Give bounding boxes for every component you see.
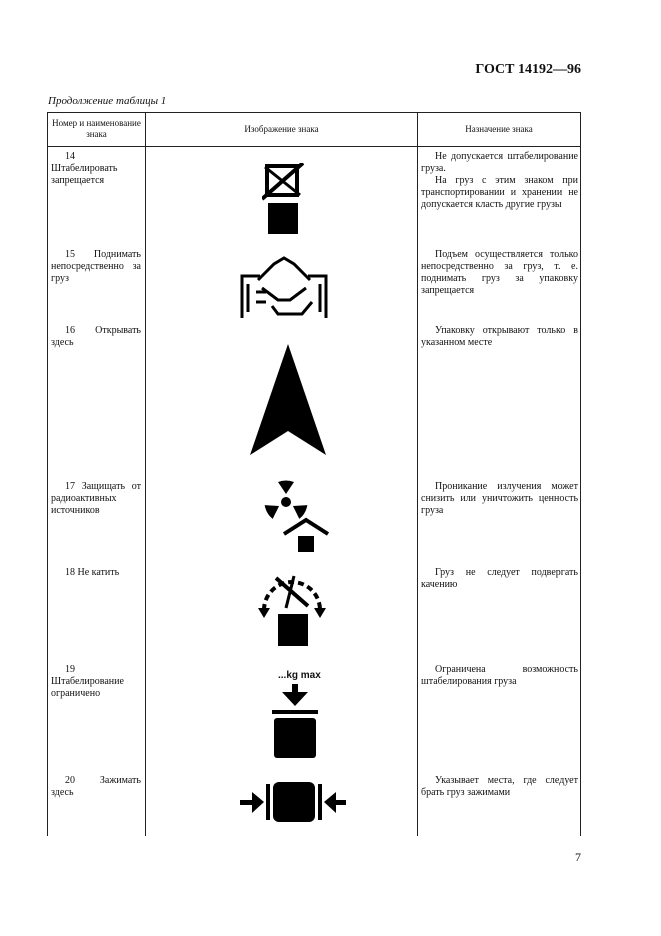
sign-purpose: Не допускается штабелирование груза. На груз с этим знаком при транспортировании и хранении не допускается класть другие грузы: [421, 151, 578, 210]
column-header-image: Изображение знака: [244, 123, 319, 134]
sign-purpose: Проникание излучения может снизить или уничтожить ценность груза: [421, 481, 578, 516]
stacking-limit-label: ...kg max: [278, 670, 321, 681]
sign-name: 20 Зажимать здесь: [51, 775, 141, 798]
sign-purpose: Подъем осуществляется только непосредственно за груз, т. е. поднимать груз за упаковку запрещается: [421, 249, 578, 296]
sign-name: 17 Защищать от радиоактивных источников: [51, 481, 141, 516]
stacking-limit-icon: [270, 684, 320, 760]
clamp-here-icon: [240, 780, 346, 824]
sign-name: 19 Штабелирование ограничено: [51, 664, 124, 699]
do-not-roll-icon: [256, 572, 328, 650]
lift-by-goods-sign-icon: [238, 256, 330, 326]
sign-name: 15 Поднимать непосредственно за груз: [51, 249, 141, 284]
sign-purpose: Упаковку открывают только в указанном месте: [421, 325, 578, 348]
page-number: 7: [575, 850, 581, 864]
radiation-protect-icon: [262, 478, 334, 556]
table-caption: Продолжение таблицы 1: [48, 95, 167, 107]
column-header-name: Номер и наименование знака: [52, 118, 141, 139]
sign-name: 14 Штабелировать запрещается: [51, 151, 118, 186]
column-header-purpose: Назначение знака: [465, 123, 533, 134]
sign-purpose: Ограничена возможность штабелирования груза: [421, 664, 578, 687]
standard-code: ГОСТ 14192—96: [475, 62, 581, 77]
open-here-arrow-icon: [249, 344, 327, 456]
sign-purpose: Указывает места, где следует брать груз зажимами: [421, 775, 578, 798]
no-stacking-sign-icon: [262, 163, 304, 235]
sign-purpose: Груз не следует подвергать качению: [421, 567, 578, 590]
sign-name: 18 Не катить: [65, 567, 120, 578]
sign-name: 16 Открывать здесь: [51, 325, 141, 348]
